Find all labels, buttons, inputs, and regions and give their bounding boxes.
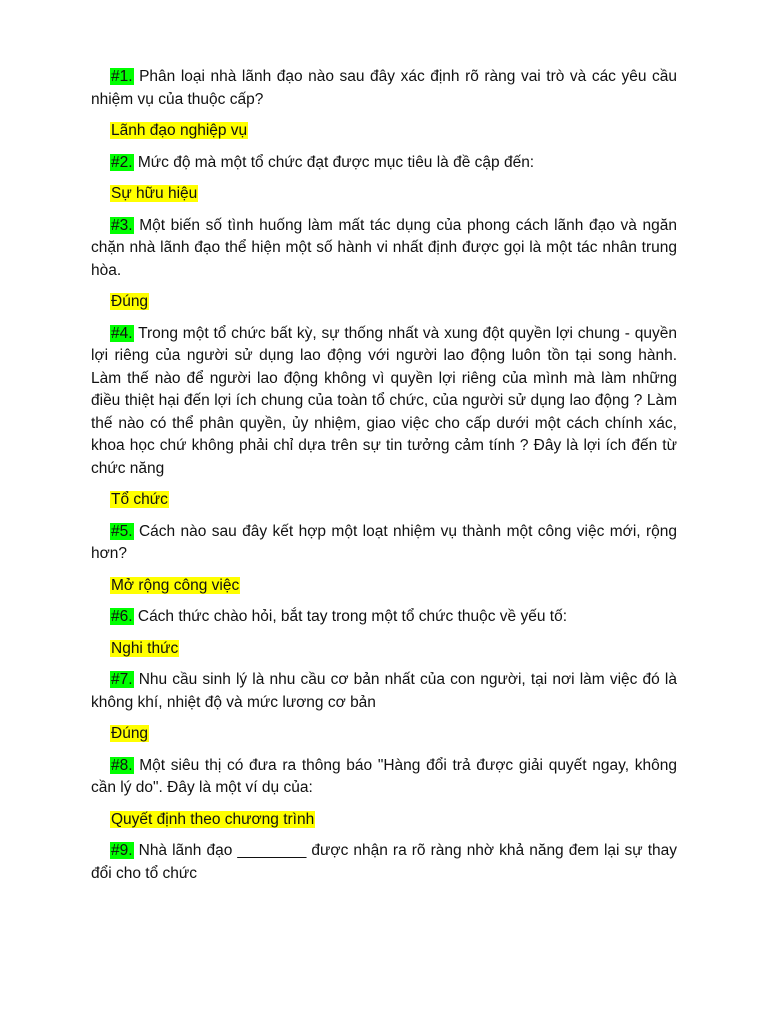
answer-text: Mở rộng công việc	[111, 576, 240, 594]
answer-text: Đúng	[111, 725, 149, 742]
question-7	[91, 669, 677, 714]
answer-text: Đúng	[111, 293, 149, 310]
question-2	[91, 152, 677, 175]
question-text: Phân loại nhà lãnh đạo nào sau đây xác định rõ ràng vai trò và các yêu cầu nhiệm vụ của thuộc cấp?	[91, 68, 677, 108]
question-number: #6.	[111, 608, 133, 625]
question-text: Cách thức chào hỏi, bắt tay trong một tổ chức thuộc về yếu tố:	[133, 608, 568, 625]
document-page	[91, 66, 677, 894]
question-number: #9.	[111, 842, 133, 859]
answer-text: Nghi thức	[111, 639, 179, 657]
question-text: Mức độ mà một tổ chức đạt được mục tiêu là đề cập đến:	[133, 153, 535, 171]
question-text: Cách nào sau đây kết hợp một loạt nhiệm vụ thành một công việc mới, rộng hơn?	[91, 522, 677, 562]
question-text: Nhu cầu sinh lý là nhu cầu cơ bản nhất của con người, tại nơi làm việc đó là không khí, nhiệt độ và mức lương cơ bản	[91, 671, 677, 711]
answer-5	[91, 575, 677, 598]
question-9	[91, 840, 677, 885]
question-8	[91, 755, 677, 800]
question-1	[91, 66, 677, 111]
question-number: #4.	[111, 324, 133, 342]
answer-7	[91, 723, 677, 746]
question-6	[91, 606, 677, 629]
question-4	[91, 323, 677, 481]
question-number: #5.	[111, 522, 133, 540]
question-number: #2.	[111, 153, 133, 171]
answer-text: Tổ chức	[111, 491, 168, 508]
answer-3	[91, 291, 677, 314]
question-text: Một siêu thị có đưa ra thông báo "Hàng đổi trả được giải quyết ngay, không cần lý do". Đây là một ví dụ của:	[91, 756, 677, 796]
question-text: Một biến số tình huống làm mất tác dụng của phong cách lãnh đạo và ngăn chặn nhà lãnh đạo thể hiện một số hành vi nhất định được gọi là một tác nhân trung hòa.	[91, 216, 677, 279]
answer-6	[91, 638, 677, 661]
question-text: Trong một tổ chức bất kỳ, sự thống nhất và xung đột quyền lợi chung - quyền lợi riêng của người sử dụng lao động với người lao động luôn tồn tại song hành. Làm thế nào để người lao động không vì quyền lợi riêng của mình mà làm những điều thiệt hại đến lợi ích chung của toàn tổ chức, của người sử dụng lao động ? Làm thế nào có thể phân quyền, ủy nhiệm, giao việc cho cấp dưới một cách chính xác, khoa học chứ không phải chỉ dựa trên sự tin tưởng cảm tính ? Đây là lợi ích đến từ chức năng	[91, 324, 677, 477]
question-number: #3.	[111, 216, 133, 234]
answer-4	[91, 489, 677, 512]
answer-1	[91, 120, 677, 143]
question-text: Nhà lãnh đạo ________ được nhận ra rõ ràng nhờ khả năng đem lại sự thay đổi cho tổ chức	[91, 842, 677, 882]
answer-2	[91, 183, 677, 206]
answer-text: Lãnh đạo nghiệp vụ	[111, 122, 248, 139]
answer-text: Sự hữu hiệu	[111, 185, 198, 202]
question-5	[91, 521, 677, 566]
question-number: #1.	[111, 68, 133, 85]
answer-text: Quyết định theo chương trình	[111, 810, 315, 828]
answer-8	[91, 809, 677, 832]
question-number: #7.	[111, 671, 133, 688]
question-3	[91, 215, 677, 283]
question-number: #8.	[111, 756, 133, 774]
